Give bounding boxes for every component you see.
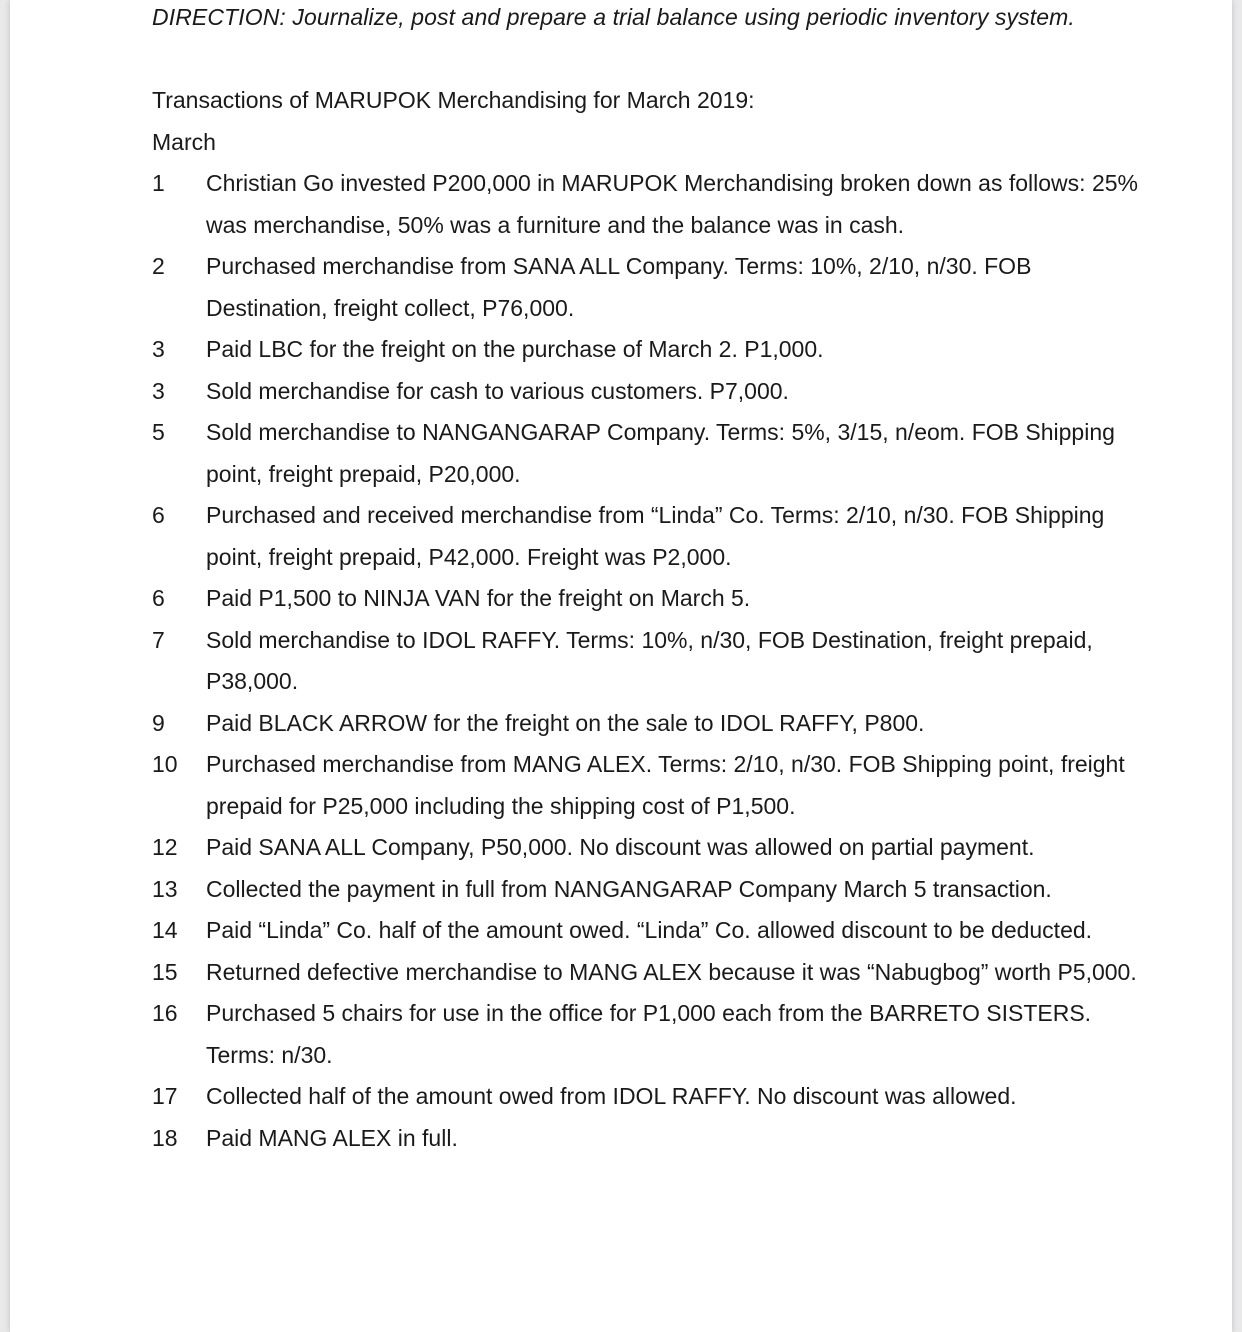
transaction-day: 18 xyxy=(152,1124,178,1151)
transaction-item xyxy=(152,329,1152,371)
transaction-text: Returned defective merchandise to MANG ALEX because it was “Nabugbog” worth P5,000. xyxy=(206,958,1137,985)
transaction-item xyxy=(152,744,1152,827)
transaction-day: 6 xyxy=(152,502,165,528)
transaction-item xyxy=(152,1118,1152,1160)
transaction-item xyxy=(152,1076,1152,1118)
transaction-day: 3 xyxy=(152,336,165,362)
transaction-item xyxy=(152,246,1152,329)
transaction-text: Paid SANA ALL Company, P50,000. No discount was allowed on partial payment. xyxy=(206,834,1035,860)
transaction-day: 2 xyxy=(152,253,165,279)
transaction-text: Purchased 5 chairs for use in the office for P1,000 each from the BARRETO SISTERS. Terms: n/30. xyxy=(206,1000,1092,1068)
transaction-item xyxy=(152,952,1152,994)
transaction-text: Paid BLACK ARROW for the freight on the sale to IDOL RAFFY, P800. xyxy=(206,709,925,736)
transaction-text: Paid “Linda” Co. half of the amount owed. “Linda” Co. allowed discount to be deducted. xyxy=(206,917,1093,943)
transaction-text: Paid MANG ALEX in full. xyxy=(206,1124,458,1151)
transaction-text: Sold merchandise for cash to various customers. P7,000. xyxy=(206,377,789,404)
transaction-item xyxy=(152,578,1152,620)
transaction-item xyxy=(152,495,1152,578)
transaction-text: Paid LBC for the freight on the purchase of March 2. P1,000. xyxy=(206,336,824,362)
transaction-day: 1 xyxy=(152,170,165,196)
transaction-day: 3 xyxy=(152,377,165,404)
transaction-item xyxy=(152,412,1152,495)
direction-text: DIRECTION: Journalize, post and prepare a trial balance using periodic inventory system. xyxy=(152,4,1075,30)
transaction-day: 5 xyxy=(152,419,165,445)
transaction-text: Christian Go invested P200,000 in MARUPOK Merchandising broken down as follows: 25% was merchandise, 50% was a furniture and the balance was in cash. xyxy=(206,170,1138,238)
transaction-day: 6 xyxy=(152,585,165,611)
document-page xyxy=(10,0,1232,1332)
document-title: Transactions of MARUPOK Merchandising for March 2019: xyxy=(152,87,755,113)
transaction-text: Purchased and received merchandise from “Linda” Co. Terms: 2/10, n/30. FOB Shipping point, freight prepaid, P42,000. Freight was P2,000. xyxy=(206,502,1105,570)
transaction-item xyxy=(152,910,1152,952)
transaction-item xyxy=(152,371,1152,413)
transaction-item xyxy=(152,827,1152,869)
transaction-item xyxy=(152,869,1152,911)
transaction-day: 10 xyxy=(152,751,178,777)
transaction-text: Purchased merchandise from SANA ALL Company. Terms: 10%, 2/10, n/30. FOB Destination, freight collect, P76,000. xyxy=(206,253,1032,321)
transaction-day: 13 xyxy=(152,875,178,902)
transaction-day: 7 xyxy=(152,626,165,653)
transaction-day: 14 xyxy=(152,917,178,943)
transaction-day: 17 xyxy=(152,1083,178,1109)
transaction-item xyxy=(152,620,1152,703)
transaction-text: Collected the payment in full from NANGANGARAP Company March 5 transaction. xyxy=(206,875,1052,902)
transaction-item xyxy=(152,703,1152,745)
transaction-item xyxy=(152,993,1152,1076)
month-label: March xyxy=(152,129,216,155)
transaction-item xyxy=(152,163,1152,246)
transaction-text: Collected half of the amount owed from IDOL RAFFY. No discount was allowed. xyxy=(206,1083,1017,1109)
transaction-list xyxy=(152,163,1152,1159)
transaction-text: Paid P1,500 to NINJA VAN for the freight on March 5. xyxy=(206,585,751,611)
transaction-day: 16 xyxy=(152,1000,178,1026)
transaction-text: Sold merchandise to NANGANGARAP Company. Terms: 5%, 3/15, n/eom. FOB Shipping point, freight prepaid, P20,000. xyxy=(206,419,1115,487)
transaction-day: 15 xyxy=(152,958,178,985)
transaction-day: 9 xyxy=(152,709,165,736)
transaction-text: Sold merchandise to IDOL RAFFY. Terms: 10%, n/30, FOB Destination, freight prepaid, P38,000. xyxy=(206,626,1093,694)
transaction-text: Purchased merchandise from MANG ALEX. Terms: 2/10, n/30. FOB Shipping point, freight prepaid for P25,000 including the shipping cost of P1,500. xyxy=(206,751,1125,819)
transaction-day: 12 xyxy=(152,834,178,860)
